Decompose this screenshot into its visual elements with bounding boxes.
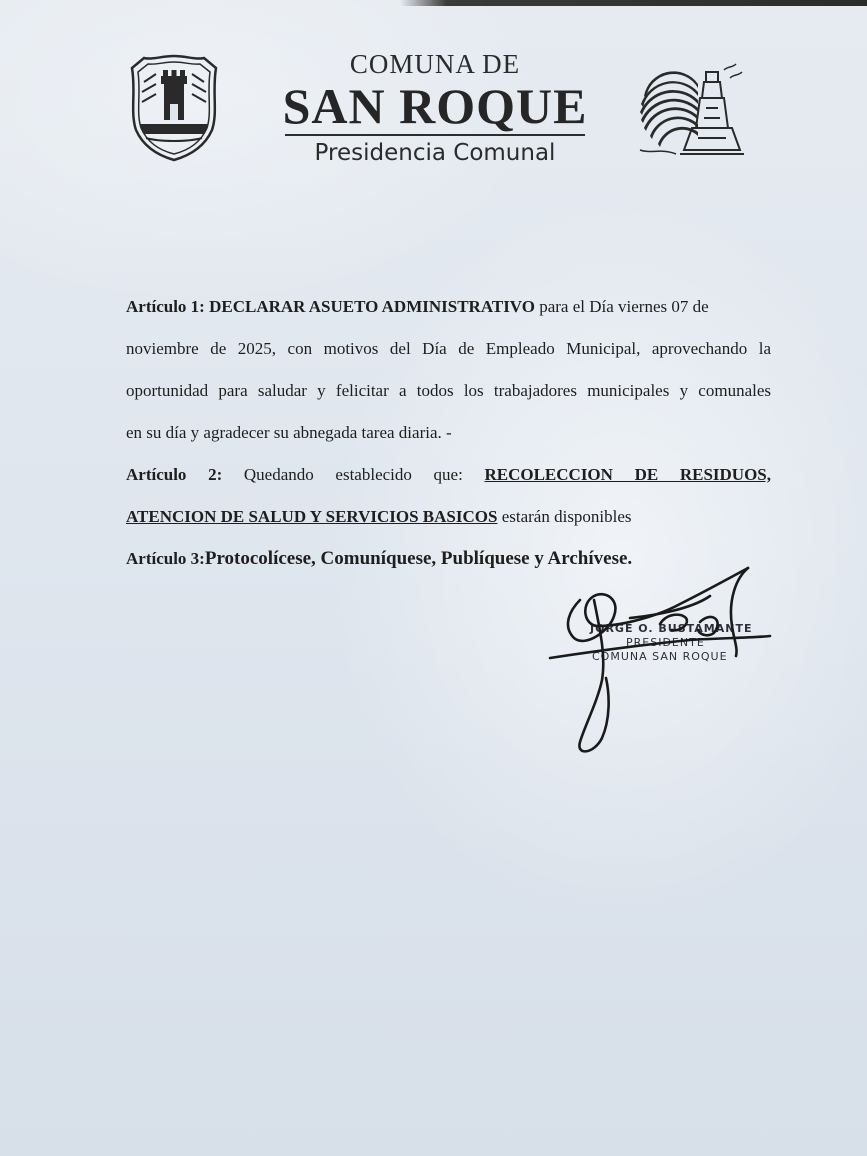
provincial-coat-of-arms-icon	[126, 52, 222, 162]
article-3-text: Protocolícese, Comuníquese, Publíquese y Archívese.	[204, 548, 633, 569]
letterhead-title	[270, 48, 600, 168]
letterhead-line-presidencia: Presidencia Comunal	[314, 140, 556, 166]
letterhead-line-comuna: COMUNA DE	[349, 49, 521, 79]
letterhead-rule	[285, 134, 585, 136]
page-top-edge-shadow	[400, 0, 867, 6]
article-1-line4: en su día y agradecer su abnegada tarea diaria. -	[126, 423, 452, 442]
handwritten-signature	[540, 560, 790, 760]
stamp-name: JORGE O. BUSTAMANTE	[590, 622, 753, 635]
article-3-label: Artículo 3:	[126, 549, 205, 568]
stamp-institution: COMUNA SAN ROQUE	[592, 650, 728, 663]
article-2-rest: estarán disponibles	[501, 507, 632, 526]
stamp-title: PRESIDENTE	[626, 636, 705, 649]
article-1	[126, 286, 771, 454]
article-2-text: Quedando establecido que:	[243, 465, 463, 484]
article-2-label: Artículo 2:	[126, 465, 223, 484]
article-1-line3: oportunidad para saludar y felicitar a todos los trabajadores municipales y comunales	[126, 381, 771, 400]
article-2	[126, 454, 771, 538]
article-2-underlined-1: RECOLECCION DE RESIDUOS,	[484, 465, 772, 484]
article-1-label: Artículo 1:	[126, 297, 205, 316]
article-2-underlined-2: ATENCION DE SALUD Y SERVICIOS BASICOS	[126, 507, 498, 526]
resolution-body	[126, 286, 771, 580]
monument-sun-icon	[636, 58, 748, 162]
article-1-line1-rest: para el Día viernes 07 de	[539, 297, 709, 316]
article-1-bold-text: DECLARAR ASUETO ADMINISTRATIVO	[209, 297, 535, 316]
letterhead-line-town: SAN ROQUE	[282, 78, 588, 134]
article-1-line2: noviembre de 2025, con motivos del Día de Empleado Municipal, aprovechando la	[126, 339, 771, 358]
